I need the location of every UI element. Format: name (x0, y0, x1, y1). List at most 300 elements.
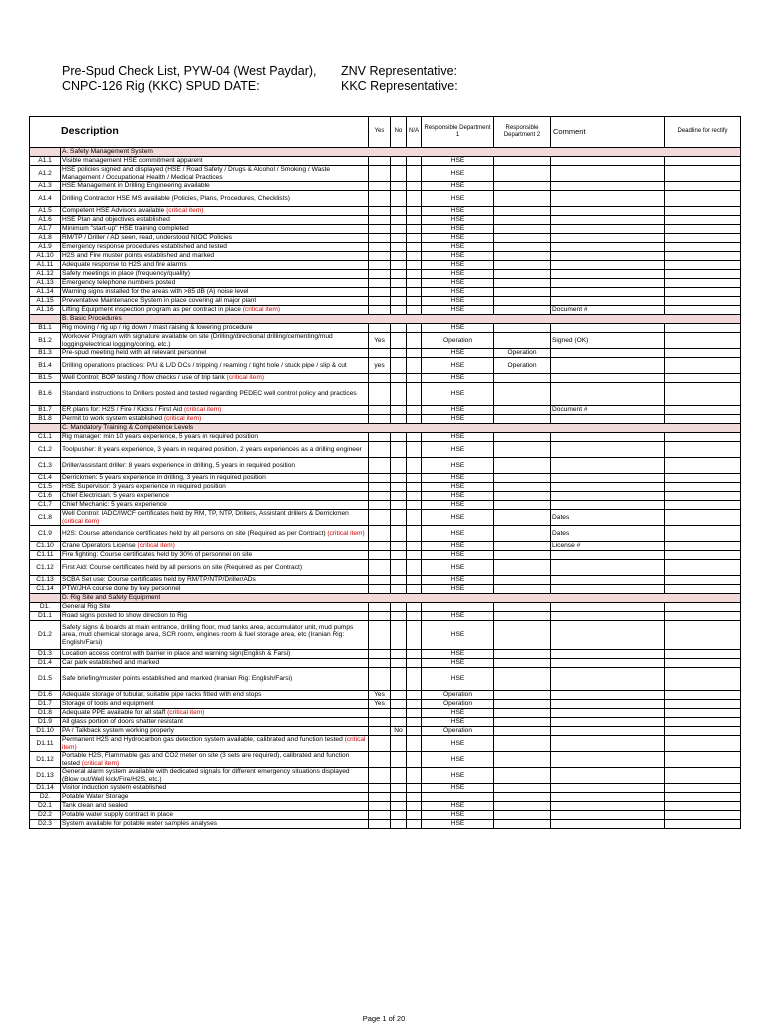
no-cell[interactable] (391, 603, 407, 612)
na-cell[interactable] (407, 700, 422, 709)
no-cell[interactable] (391, 542, 407, 551)
no-cell[interactable] (391, 576, 407, 585)
no-cell[interactable] (391, 207, 407, 216)
na-cell[interactable] (407, 243, 422, 252)
na-cell[interactable] (407, 784, 422, 793)
comment-cell[interactable] (551, 243, 665, 252)
yes-cell[interactable] (369, 542, 391, 551)
comment-cell[interactable] (551, 691, 665, 700)
yes-cell[interactable] (369, 234, 391, 243)
yes-cell[interactable]: Yes (369, 700, 391, 709)
critical-item-flag: (critical item) (137, 542, 175, 550)
no-cell[interactable] (391, 551, 407, 560)
yes-cell[interactable] (369, 297, 391, 306)
yes-cell[interactable] (369, 501, 391, 510)
comment-cell[interactable] (551, 433, 665, 442)
na-cell[interactable] (407, 297, 422, 306)
item-description (61, 603, 369, 612)
yes-cell[interactable] (369, 216, 391, 225)
comment-cell[interactable]: Dates (551, 526, 665, 542)
yes-cell[interactable] (369, 802, 391, 811)
yes-cell[interactable] (369, 784, 391, 793)
na-cell[interactable] (407, 659, 422, 668)
deadline-cell[interactable] (665, 406, 741, 415)
no-cell[interactable] (391, 324, 407, 333)
na-cell[interactable] (407, 442, 422, 458)
no-cell[interactable] (391, 243, 407, 252)
item-text: Derrickmen: 5 years experience in drilling, 3 years in required position (62, 474, 266, 482)
no-cell[interactable] (391, 270, 407, 279)
deadline-cell[interactable] (665, 297, 741, 306)
yes-cell[interactable] (369, 603, 391, 612)
comment-cell[interactable]: Signed (OK) (551, 333, 665, 349)
deadline-cell[interactable] (665, 820, 741, 829)
na-cell[interactable] (407, 279, 422, 288)
comment-cell[interactable] (551, 483, 665, 492)
comment-cell[interactable] (551, 576, 665, 585)
deadline-cell[interactable] (665, 603, 741, 612)
na-cell[interactable] (407, 551, 422, 560)
znv-representative-label: ZNV Representative: (341, 64, 458, 78)
no-cell[interactable]: No (391, 727, 407, 736)
deadline-cell[interactable] (665, 358, 741, 374)
no-cell[interactable] (391, 668, 407, 691)
na-cell[interactable] (407, 811, 422, 820)
deadline-cell[interactable] (665, 510, 741, 526)
comment-cell[interactable] (551, 358, 665, 374)
comment-cell[interactable] (551, 252, 665, 261)
no-cell[interactable] (391, 736, 407, 752)
yes-cell[interactable] (369, 612, 391, 621)
deadline-cell[interactable] (665, 324, 741, 333)
yes-cell[interactable]: yes (369, 358, 391, 374)
comment-cell[interactable] (551, 474, 665, 483)
yes-cell[interactable] (369, 820, 391, 829)
yes-cell[interactable] (369, 225, 391, 234)
deadline-cell[interactable] (665, 474, 741, 483)
na-cell[interactable] (407, 433, 422, 442)
no-cell[interactable] (391, 560, 407, 576)
na-cell[interactable] (407, 270, 422, 279)
yes-cell[interactable] (369, 458, 391, 474)
yes-cell[interactable]: Yes (369, 691, 391, 700)
no-cell[interactable] (391, 820, 407, 829)
deadline-cell[interactable] (665, 691, 741, 700)
deadline-cell[interactable] (665, 752, 741, 768)
deadline-cell[interactable] (665, 216, 741, 225)
yes-cell[interactable] (369, 585, 391, 594)
na-cell[interactable] (407, 802, 422, 811)
comment-cell[interactable] (551, 612, 665, 621)
deadline-cell[interactable] (665, 333, 741, 349)
deadline-cell[interactable] (665, 270, 741, 279)
na-cell[interactable] (407, 157, 422, 166)
deadline-cell[interactable] (665, 415, 741, 424)
yes-cell[interactable]: Yes (369, 333, 391, 349)
no-cell[interactable] (391, 458, 407, 474)
deadline-cell[interactable] (665, 279, 741, 288)
comment-cell[interactable] (551, 718, 665, 727)
na-cell[interactable] (407, 727, 422, 736)
comment-cell[interactable] (551, 207, 665, 216)
comment-cell[interactable] (551, 768, 665, 784)
no-cell[interactable] (391, 700, 407, 709)
no-cell[interactable] (391, 811, 407, 820)
deadline-cell[interactable] (665, 225, 741, 234)
no-cell[interactable] (391, 406, 407, 415)
comment-cell[interactable] (551, 501, 665, 510)
na-cell[interactable] (407, 768, 422, 784)
na-cell[interactable] (407, 483, 422, 492)
yes-cell[interactable] (369, 415, 391, 424)
na-cell[interactable] (407, 225, 422, 234)
comment-cell[interactable] (551, 650, 665, 659)
comment-cell[interactable] (551, 261, 665, 270)
no-cell[interactable] (391, 501, 407, 510)
deadline-cell[interactable] (665, 784, 741, 793)
deadline-cell[interactable] (665, 306, 741, 315)
na-cell[interactable] (407, 492, 422, 501)
yes-cell[interactable] (369, 668, 391, 691)
deadline-cell[interactable] (665, 383, 741, 406)
comment-cell[interactable] (551, 700, 665, 709)
deadline-cell[interactable] (665, 542, 741, 551)
deadline-cell[interactable] (665, 551, 741, 560)
no-cell[interactable] (391, 279, 407, 288)
yes-cell[interactable] (369, 157, 391, 166)
deadline-cell[interactable] (665, 442, 741, 458)
yes-cell[interactable] (369, 374, 391, 383)
comment-cell[interactable] (551, 802, 665, 811)
deadline-cell[interactable] (665, 576, 741, 585)
dept1-cell: HSE (422, 433, 494, 442)
yes-cell[interactable] (369, 621, 391, 650)
yes-cell[interactable] (369, 383, 391, 406)
dept2-cell (494, 820, 551, 829)
na-cell[interactable] (407, 458, 422, 474)
na-cell[interactable] (407, 406, 422, 415)
no-cell[interactable] (391, 415, 407, 424)
no-cell[interactable] (391, 333, 407, 349)
yes-cell[interactable] (369, 510, 391, 526)
deadline-cell[interactable] (665, 182, 741, 191)
no-cell[interactable] (391, 612, 407, 621)
no-cell[interactable] (391, 526, 407, 542)
yes-cell[interactable] (369, 243, 391, 252)
na-cell[interactable] (407, 718, 422, 727)
no-cell[interactable] (391, 358, 407, 374)
comment-cell[interactable] (551, 415, 665, 424)
deadline-cell[interactable] (665, 501, 741, 510)
na-cell[interactable] (407, 691, 422, 700)
yes-cell[interactable] (369, 576, 391, 585)
yes-cell[interactable] (369, 793, 391, 802)
deadline-cell[interactable] (665, 261, 741, 270)
na-cell[interactable] (407, 216, 422, 225)
comment-cell[interactable] (551, 374, 665, 383)
na-cell[interactable] (407, 182, 422, 191)
no-cell[interactable] (391, 442, 407, 458)
na-cell[interactable] (407, 501, 422, 510)
deadline-cell[interactable] (665, 157, 741, 166)
comment-cell[interactable] (551, 458, 665, 474)
na-cell[interactable] (407, 358, 422, 374)
na-cell[interactable] (407, 383, 422, 406)
na-cell[interactable] (407, 510, 422, 526)
no-cell[interactable] (391, 252, 407, 261)
deadline-cell[interactable] (665, 234, 741, 243)
na-cell[interactable] (407, 612, 422, 621)
comment-cell[interactable]: License # (551, 542, 665, 551)
yes-cell[interactable] (369, 349, 391, 358)
deadline-cell[interactable] (665, 288, 741, 297)
comment-cell[interactable] (551, 182, 665, 191)
no-cell[interactable] (391, 306, 407, 315)
na-cell[interactable] (407, 603, 422, 612)
yes-cell[interactable] (369, 560, 391, 576)
no-cell[interactable] (391, 216, 407, 225)
comment-cell[interactable] (551, 551, 665, 560)
deadline-cell[interactable] (665, 668, 741, 691)
yes-cell[interactable] (369, 279, 391, 288)
deadline-cell[interactable] (665, 621, 741, 650)
deadline-cell[interactable] (665, 727, 741, 736)
yes-cell[interactable] (369, 261, 391, 270)
na-cell[interactable] (407, 585, 422, 594)
comment-cell[interactable] (551, 442, 665, 458)
comment-cell[interactable] (551, 603, 665, 612)
no-cell[interactable] (391, 659, 407, 668)
na-cell[interactable] (407, 234, 422, 243)
comment-cell[interactable] (551, 225, 665, 234)
yes-cell[interactable] (369, 442, 391, 458)
no-cell[interactable] (391, 225, 407, 234)
deadline-cell[interactable] (665, 349, 741, 358)
comment-cell[interactable]: Dates (551, 510, 665, 526)
no-cell[interactable] (391, 474, 407, 483)
na-cell[interactable] (407, 474, 422, 483)
item-id: D1.4 (30, 659, 61, 668)
yes-cell[interactable] (369, 526, 391, 542)
yes-cell[interactable] (369, 492, 391, 501)
comment-cell[interactable] (551, 560, 665, 576)
yes-cell[interactable] (369, 709, 391, 718)
yes-cell[interactable] (369, 324, 391, 333)
na-cell[interactable] (407, 576, 422, 585)
yes-cell[interactable] (369, 650, 391, 659)
deadline-cell[interactable] (665, 718, 741, 727)
deadline-cell[interactable] (665, 252, 741, 261)
na-cell[interactable] (407, 526, 422, 542)
comment-cell[interactable] (551, 383, 665, 406)
dept2-cell (494, 659, 551, 668)
na-cell[interactable] (407, 261, 422, 270)
comment-cell[interactable] (551, 709, 665, 718)
no-cell[interactable] (391, 718, 407, 727)
yes-cell[interactable] (369, 474, 391, 483)
yes-cell[interactable] (369, 182, 391, 191)
yes-cell[interactable] (369, 551, 391, 560)
yes-cell[interactable] (369, 811, 391, 820)
deadline-cell[interactable] (665, 483, 741, 492)
deadline-cell[interactable] (665, 585, 741, 594)
comment-cell[interactable] (551, 585, 665, 594)
yes-cell[interactable] (369, 483, 391, 492)
no-cell[interactable] (391, 297, 407, 306)
no-cell[interactable] (391, 433, 407, 442)
no-cell[interactable] (391, 288, 407, 297)
no-cell[interactable] (391, 383, 407, 406)
na-cell[interactable] (407, 560, 422, 576)
comment-cell[interactable] (551, 270, 665, 279)
no-cell[interactable] (391, 691, 407, 700)
yes-cell[interactable] (369, 768, 391, 784)
comment-cell[interactable] (551, 234, 665, 243)
no-cell[interactable] (391, 182, 407, 191)
comment-cell[interactable]: Document # (551, 406, 665, 415)
deadline-cell[interactable] (665, 612, 741, 621)
deadline-cell[interactable] (665, 526, 741, 542)
na-cell[interactable] (407, 349, 422, 358)
no-cell[interactable] (391, 793, 407, 802)
comment-cell[interactable] (551, 324, 665, 333)
na-cell[interactable] (407, 252, 422, 261)
dept2-cell (494, 784, 551, 793)
comment-cell[interactable] (551, 727, 665, 736)
deadline-cell[interactable] (665, 191, 741, 207)
deadline-cell[interactable] (665, 650, 741, 659)
deadline-cell[interactable] (665, 709, 741, 718)
na-cell[interactable] (407, 166, 422, 182)
deadline-cell[interactable] (665, 374, 741, 383)
na-cell[interactable] (407, 650, 422, 659)
comment-cell[interactable] (551, 166, 665, 182)
item-description (61, 727, 369, 736)
na-cell[interactable] (407, 542, 422, 551)
comment-cell[interactable] (551, 297, 665, 306)
na-cell[interactable] (407, 207, 422, 216)
no-cell[interactable] (391, 650, 407, 659)
item-id: A1.3 (30, 182, 61, 191)
dept1-cell: HSE (422, 659, 494, 668)
no-cell[interactable] (391, 752, 407, 768)
yes-cell[interactable] (369, 252, 391, 261)
no-cell[interactable] (391, 191, 407, 207)
no-cell[interactable] (391, 374, 407, 383)
yes-cell[interactable] (369, 659, 391, 668)
yes-cell[interactable] (369, 406, 391, 415)
comment-cell[interactable] (551, 736, 665, 752)
no-cell[interactable] (391, 234, 407, 243)
na-cell[interactable] (407, 333, 422, 349)
na-cell[interactable] (407, 736, 422, 752)
deadline-cell[interactable] (665, 811, 741, 820)
no-cell[interactable] (391, 166, 407, 182)
comment-cell[interactable] (551, 659, 665, 668)
yes-cell[interactable] (369, 191, 391, 207)
na-cell[interactable] (407, 752, 422, 768)
comment-cell[interactable] (551, 288, 665, 297)
na-cell[interactable] (407, 820, 422, 829)
comment-cell[interactable] (551, 157, 665, 166)
comment-cell[interactable] (551, 668, 665, 691)
comment-cell[interactable] (551, 216, 665, 225)
deadline-cell[interactable] (665, 243, 741, 252)
item-description (61, 157, 369, 166)
comment-cell[interactable]: Document # (551, 306, 665, 315)
deadline-cell[interactable] (665, 207, 741, 216)
deadline-cell[interactable] (665, 793, 741, 802)
comment-cell[interactable] (551, 784, 665, 793)
na-cell[interactable] (407, 415, 422, 424)
deadline-cell[interactable] (665, 166, 741, 182)
no-cell[interactable] (391, 510, 407, 526)
na-cell[interactable] (407, 793, 422, 802)
comment-cell[interactable] (551, 793, 665, 802)
yes-cell[interactable] (369, 718, 391, 727)
yes-cell[interactable] (369, 207, 391, 216)
na-cell[interactable] (407, 191, 422, 207)
yes-cell[interactable] (369, 270, 391, 279)
no-cell[interactable] (391, 802, 407, 811)
na-cell[interactable] (407, 621, 422, 650)
deadline-cell[interactable] (665, 492, 741, 501)
deadline-cell[interactable] (665, 768, 741, 784)
deadline-cell[interactable] (665, 700, 741, 709)
yes-cell[interactable] (369, 288, 391, 297)
yes-cell[interactable] (369, 736, 391, 752)
deadline-cell[interactable] (665, 560, 741, 576)
item-text: Safety meetings in place (frequency/quality) (62, 270, 190, 278)
yes-cell[interactable] (369, 433, 391, 442)
no-cell[interactable] (391, 349, 407, 358)
no-cell[interactable] (391, 784, 407, 793)
na-cell[interactable] (407, 288, 422, 297)
na-cell[interactable] (407, 306, 422, 315)
comment-cell[interactable] (551, 492, 665, 501)
no-cell[interactable] (391, 585, 407, 594)
na-cell[interactable] (407, 668, 422, 691)
comment-cell[interactable] (551, 279, 665, 288)
comment-cell[interactable] (551, 191, 665, 207)
no-cell[interactable] (391, 157, 407, 166)
deadline-cell[interactable] (665, 736, 741, 752)
no-cell[interactable] (391, 621, 407, 650)
deadline-cell[interactable] (665, 802, 741, 811)
deadline-cell[interactable] (665, 659, 741, 668)
no-cell[interactable] (391, 261, 407, 270)
na-cell[interactable] (407, 709, 422, 718)
comment-cell[interactable] (551, 811, 665, 820)
comment-cell[interactable] (551, 621, 665, 650)
no-cell[interactable] (391, 483, 407, 492)
deadline-cell[interactable] (665, 458, 741, 474)
na-cell[interactable] (407, 374, 422, 383)
comment-cell[interactable] (551, 752, 665, 768)
na-cell[interactable] (407, 324, 422, 333)
yes-cell[interactable] (369, 306, 391, 315)
comment-cell[interactable] (551, 820, 665, 829)
deadline-cell[interactable] (665, 433, 741, 442)
item-description (61, 225, 369, 234)
no-cell[interactable] (391, 768, 407, 784)
yes-cell[interactable] (369, 166, 391, 182)
yes-cell[interactable] (369, 727, 391, 736)
yes-cell[interactable] (369, 752, 391, 768)
comment-cell[interactable] (551, 349, 665, 358)
no-cell[interactable] (391, 709, 407, 718)
no-cell[interactable] (391, 492, 407, 501)
